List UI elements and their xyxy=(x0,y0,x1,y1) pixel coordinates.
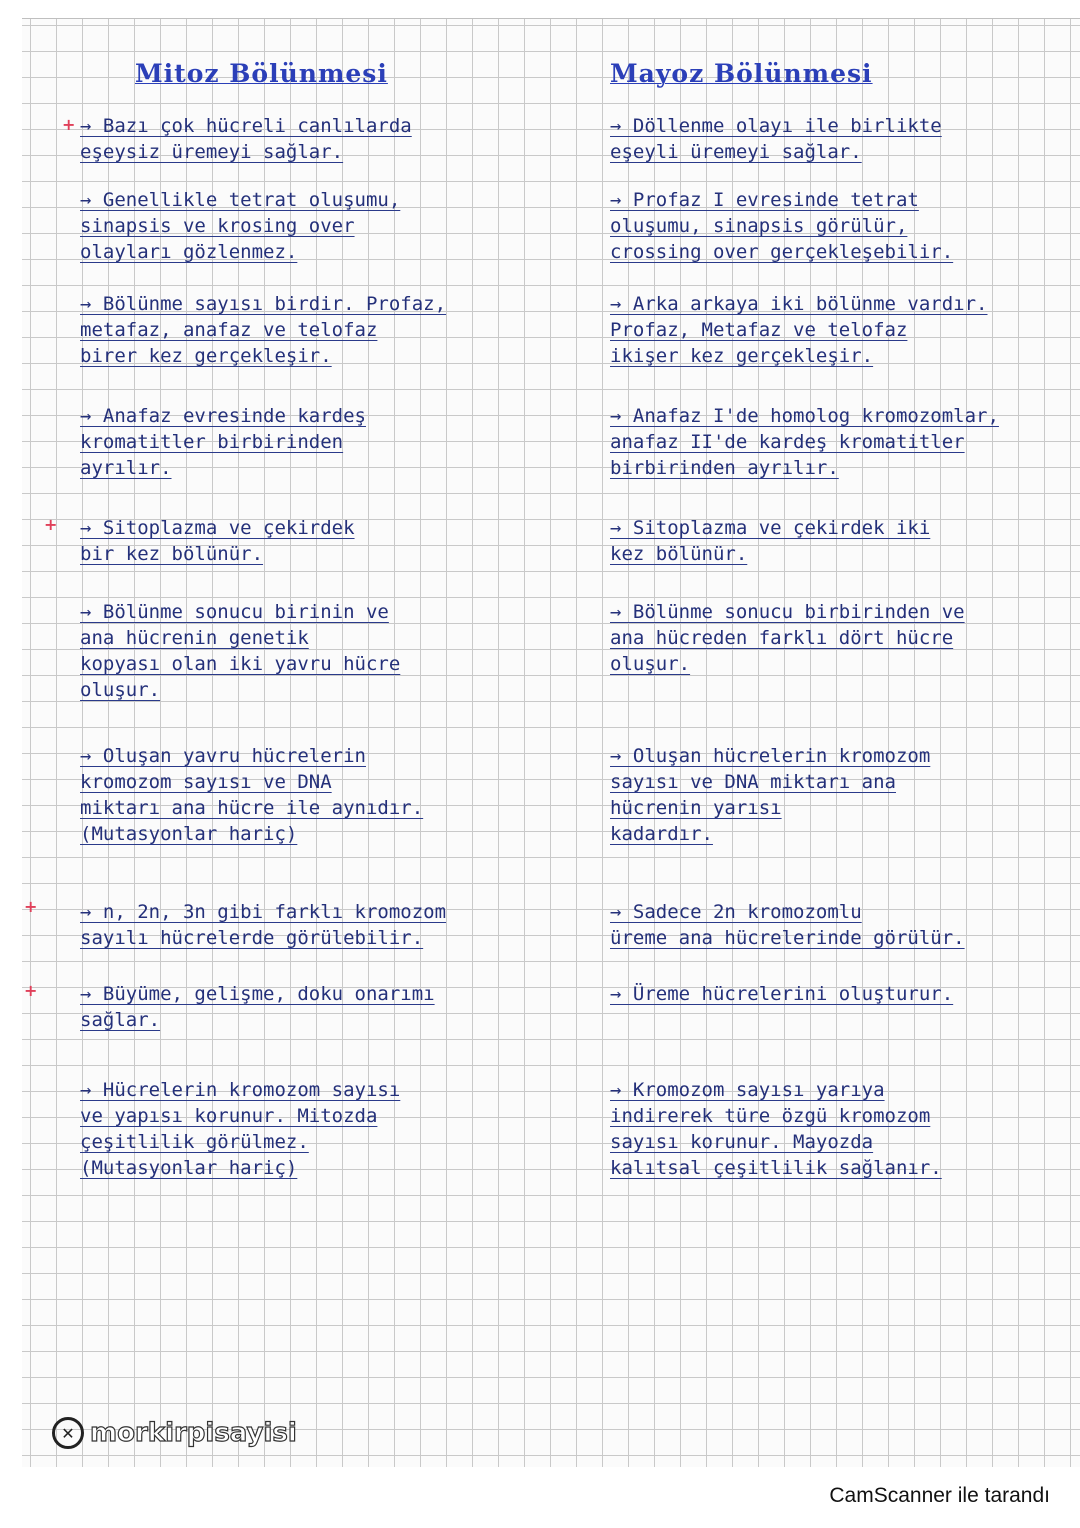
star-mark: + xyxy=(44,515,58,534)
mayoz-item-6: → Bölünme sonucu birbirinden ve ana hücreden farklı dört hücre oluşur. xyxy=(610,601,965,675)
mitoz-item-9: → Büyüme, gelişme, doku onarımı sağlar. xyxy=(80,983,435,1031)
mayoz-item-9: → Üreme hücrelerini oluşturur. xyxy=(610,983,954,1005)
mitoz-item-6: → Bölünme sonucu birinin ve ana hücrenin genetik kopyası olan iki yavru hücre oluşur. xyxy=(80,601,401,701)
mayoz-item-3: → Arka arkaya iki bölünme vardır. Profaz, Metafaz ve telofaz ikişer kez gerçekleşir. xyxy=(610,293,988,367)
star-mark: + xyxy=(62,115,76,134)
mitoz-item-2: → Genellikle tetrat oluşumu, sinapsis ve krosing over olayları gözlenmez. xyxy=(80,189,401,263)
mayoz-item-10: → Kromozom sayısı yarıya indirerek türe özgü kromozom sayısı korunur. Mayozda kalıtsal çeşitlilik sağlanır. xyxy=(610,1079,942,1179)
mitoz-item-8: → n, 2n, 3n gibi farklı kromozom sayılı hücrelerde görülebilir. xyxy=(80,901,447,949)
star-mark: + xyxy=(24,981,38,1000)
mitoz-title: Mitoz Bölünmesi xyxy=(135,59,388,88)
mayoz-item-4: → Anafaz I'de homolog kromozomlar, anafaz II'de kardeş kromatitler birbirinden ayrılır. xyxy=(610,405,999,479)
mayoz-item-5: → Sitoplazma ve çekirdek iki kez bölünür. xyxy=(610,517,931,565)
mayoz-item-2: → Profaz I evresinde tetrat oluşumu, sinapsis görülür, crossing over gerçekleşebilir. xyxy=(610,189,954,263)
watermark-text: morkirpisayisi xyxy=(90,1418,297,1448)
grid-paper xyxy=(22,18,1080,1467)
mayoz-item-8: → Sadece 2n kromozomlu üreme ana hücrelerinde görülür. xyxy=(610,901,965,949)
watermark-logo xyxy=(52,1417,297,1449)
mitoz-item-4: → Anafaz evresinde kardeş kromatitler birbirinden ayrılır. xyxy=(80,405,366,479)
mayoz-item-7: → Oluşan hücrelerin kromozom sayısı ve DNA miktarı ana hücrenin yarısı kadardır. xyxy=(610,745,931,845)
mitoz-item-5: → Sitoplazma ve çekirdek bir kez bölünür. xyxy=(80,517,355,565)
mitoz-item-1: → Bazı çok hücreli canlılarda eşeysiz üremeyi sağlar. xyxy=(80,115,412,163)
x-circle-icon: ✕ xyxy=(52,1417,84,1449)
camscanner-label: CamScanner ile tarandı xyxy=(829,1484,1050,1507)
mitoz-item-7: → Oluşan yavru hücrelerin kromozom sayısı ve DNA miktarı ana hücre ile aynıdır. (Mutasyonlar hariç) xyxy=(80,745,424,845)
mayoz-item-1: → Döllenme olayı ile birlikte eşeyli üremeyi sağlar. xyxy=(610,115,942,163)
mitoz-item-3: → Bölünme sayısı birdir. Profaz, metafaz, anafaz ve telofaz birer kez gerçekleşir. xyxy=(80,293,447,367)
star-mark: + xyxy=(24,897,38,916)
mayoz-title: Mayoz Bölünmesi xyxy=(610,59,873,88)
mitoz-item-10: → Hücrelerin kromozom sayısı ve yapısı korunur. Mitozda çeşitlilik görülmez. (Mutasyonlar hariç) xyxy=(80,1079,401,1179)
